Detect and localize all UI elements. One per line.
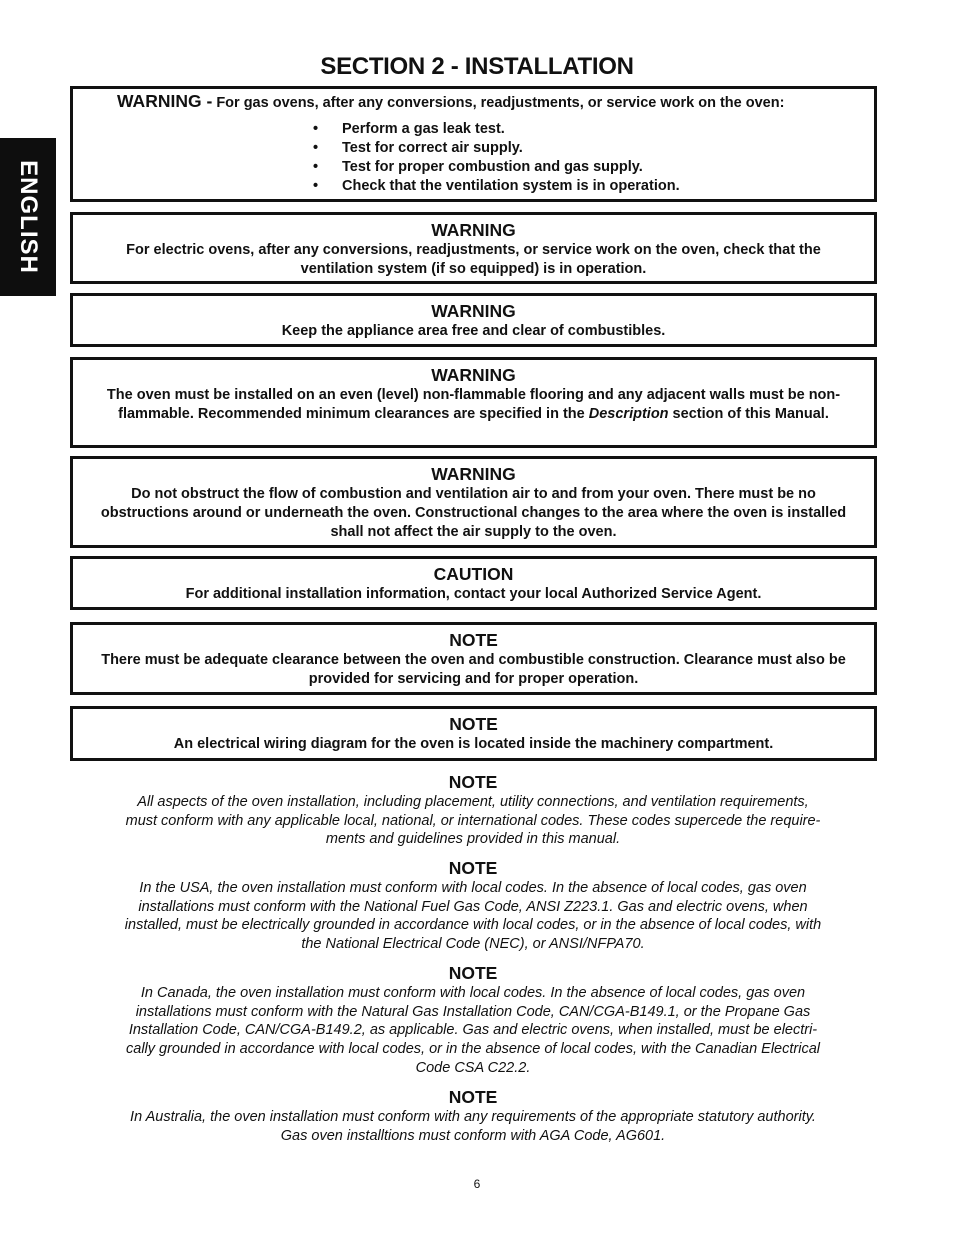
note-australia bbox=[90, 1086, 856, 1145]
warning-flooring-heading: WARNING bbox=[431, 365, 516, 385]
note-clearance-text: There must be adequate clearance between the oven and combustible construction. Clearance must also be provided for servicing and for proper operation. bbox=[101, 652, 846, 687]
note-line: In the USA, the oven installation must conform with local codes. In the absence of local codes, gas oven bbox=[139, 880, 807, 896]
note-line: All aspects of the oven installation, including placement, utility connections, and ventilation requirements, bbox=[137, 794, 809, 810]
note-line: installations must conform with the Natural Gas Installation Code, CAN/CGA-B149.1, or the Propane Gas bbox=[135, 1003, 811, 1020]
note-codes-heading: NOTE bbox=[448, 772, 498, 792]
warning-combustibles-heading: WARNING bbox=[431, 301, 516, 321]
note-canada bbox=[90, 962, 856, 1078]
language-tab bbox=[0, 138, 56, 296]
language-tab-label: ENGLISH bbox=[15, 160, 42, 274]
note-australia-heading: NOTE bbox=[448, 1087, 498, 1107]
warning-electric-text: For electric ovens, after any conversions, readjustments, or service work on the oven, check that the ventilation system (if so equipped) is in operation. bbox=[126, 242, 821, 277]
page-number: 6 bbox=[473, 1177, 481, 1191]
section-title: SECTION 2 - INSTALLATION bbox=[320, 53, 634, 80]
list-item: • Check that the ventilation system is in operation. bbox=[313, 178, 680, 194]
warning-gas-list bbox=[73, 120, 874, 196]
note-line: installations must conform with the National Fuel Gas Code, ANSI Z223.1. Gas and electric ovens, when bbox=[138, 898, 808, 915]
note-line: In Canada, the oven installation must conform with local codes. In the absence of local codes, gas oven bbox=[140, 985, 806, 1001]
warning-gas-box bbox=[70, 86, 877, 202]
warning-gas-header bbox=[73, 92, 874, 113]
note-canada-heading: NOTE bbox=[448, 963, 498, 983]
note-codes bbox=[90, 771, 856, 849]
note-line: ments and guidelines provided in this manual. bbox=[325, 831, 621, 848]
warning-combustibles-text: Keep the appliance area free and clear of combustibles. bbox=[281, 323, 666, 339]
note-line: Gas oven installtions must conform with AGA Code, AG601. bbox=[280, 1127, 666, 1144]
warning-flooring-text: The oven must be installed on an even (level) non-flammable flooring and any adjacent walls must be non-flammable. Recommended minimum clearances are specified in the Description section of this Manual. bbox=[106, 387, 841, 422]
note-wiring-heading: NOTE bbox=[449, 714, 498, 734]
caution-heading: CAUTION bbox=[433, 564, 514, 584]
note-wiring-box bbox=[70, 706, 877, 761]
note-usa bbox=[90, 857, 856, 954]
note-line: must conform with any applicable local, national, or international codes. These codes supercede the require- bbox=[125, 812, 821, 829]
caution-box bbox=[70, 556, 877, 610]
description-reference: Description bbox=[588, 406, 669, 422]
note-line: the National Electrical Code (NEC), or ANSI/NFPA70. bbox=[301, 936, 645, 953]
list-item: • Perform a gas leak test. bbox=[313, 121, 505, 137]
list-item: • Test for correct air supply. bbox=[313, 140, 523, 156]
note-usa-heading: NOTE bbox=[448, 858, 498, 878]
note-clearance-heading: NOTE bbox=[449, 630, 498, 650]
note-line: Installation Code, CAN/CGA-B149.2, as applicable. Gas and electric ovens, when installed, must be electri- bbox=[128, 1022, 818, 1039]
note-line: cally grounded in accordance with local codes, or in the absence of local codes, with the Canadian Electrical bbox=[126, 1041, 820, 1058]
note-wiring-text: An electrical wiring diagram for the oven is located inside the machinery compartment. bbox=[173, 736, 774, 752]
caution-text: For additional installation information, contact your local Authorized Service Agent. bbox=[185, 586, 762, 602]
note-line: Code CSA C22.2. bbox=[415, 1059, 531, 1076]
note-line: In Australia, the oven installation must conform with any requirements of the appropriate statutory authority. bbox=[130, 1109, 816, 1125]
list-item: • Test for proper combustion and gas supply. bbox=[313, 159, 643, 175]
warning-gas-intro: For gas ovens, after any conversions, readjustments, or service work on the oven: bbox=[216, 95, 785, 111]
note-line: installed, must be electrically grounded in accordance with local codes, or in the absence of local codes, with bbox=[124, 917, 822, 934]
warning-gas-heading: WARNING - bbox=[117, 91, 213, 111]
note-clearance-box bbox=[70, 622, 877, 695]
warning-electric-heading: WARNING bbox=[431, 220, 516, 240]
warning-airflow-box bbox=[70, 456, 877, 548]
warning-combustibles-box bbox=[70, 293, 877, 347]
warning-airflow-heading: WARNING bbox=[431, 464, 516, 484]
warning-airflow-text: Do not obstruct the flow of combustion and ventilation air to and from your oven. There must be no obstructions around or underneath the oven. Constructional changes to the area where the oven is installed shall not affect the air supply to the oven. bbox=[100, 486, 847, 540]
warning-flooring-box bbox=[70, 357, 877, 448]
warning-electric-box bbox=[70, 212, 877, 284]
